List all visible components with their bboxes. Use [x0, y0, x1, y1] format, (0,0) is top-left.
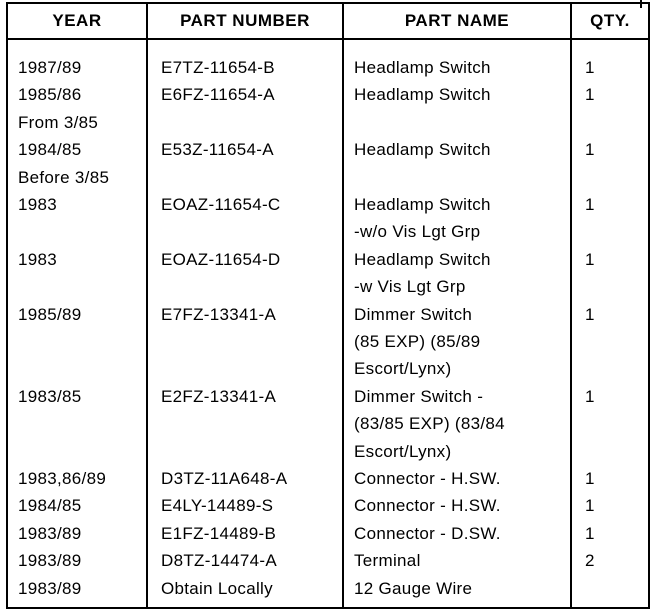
table-row	[0, 520, 672, 547]
cell-year	[18, 191, 144, 218]
cell-year	[18, 246, 144, 273]
cell-part-name	[354, 136, 568, 163]
cell-part-number	[161, 575, 339, 602]
cell-qty-line: 1	[585, 468, 595, 488]
cell-part-number-line: D8TZ-14474-A	[161, 551, 278, 571]
cell-part-name	[354, 246, 568, 301]
cell-qty-line: 1	[585, 249, 595, 269]
cell-year-line: 1984/85	[18, 496, 82, 516]
table-row	[0, 301, 672, 383]
cell-qty	[585, 492, 635, 519]
cell-part-name-line: Escort/Lynx)	[354, 441, 452, 461]
cell-qty-line	[585, 575, 635, 602]
header-qty: QTY.	[590, 11, 630, 30]
cell-part-name	[354, 191, 568, 246]
header-year: YEAR	[52, 11, 102, 30]
cell-part-number-line: EOAZ-11654-D	[161, 249, 281, 269]
cell-part-name	[354, 575, 568, 602]
cell-qty-line: 1	[585, 386, 595, 406]
cell-part-number-line: E2FZ-13341-A	[161, 386, 277, 406]
cell-part-number-line: EOAZ-11654-C	[161, 194, 281, 214]
cell-part-number	[161, 520, 339, 547]
cell-qty-line: 1	[585, 496, 595, 516]
cell-year-line: 1984/85	[18, 140, 82, 160]
cell-qty-line: 1	[585, 58, 595, 77]
cell-part-name-line: Connector - D.SW.	[354, 523, 501, 543]
cell-part-number-line: E4LY-14489-S	[161, 496, 274, 516]
cell-year-line: 1983	[18, 249, 58, 269]
cell-qty	[585, 383, 635, 410]
table-row	[0, 81, 672, 136]
cell-year	[18, 465, 144, 492]
cell-year-line: From 3/85	[18, 112, 99, 132]
cell-part-name-line: Dimmer Switch	[354, 304, 473, 324]
table-row	[0, 575, 672, 602]
cell-part-name-line: Connector - H.SW.	[354, 468, 501, 488]
cell-qty	[585, 81, 635, 108]
cell-year	[18, 547, 144, 574]
table-corner-tick	[640, 0, 642, 8]
cell-part-name	[354, 81, 568, 108]
cell-year-line: 1983/85	[18, 386, 82, 406]
cell-part-number	[161, 492, 339, 519]
cell-part-name-line: (85 EXP) (85/89	[354, 331, 481, 351]
cell-part-name-line: Headlamp Switch	[354, 194, 491, 214]
cell-part-name-line: Terminal	[354, 551, 421, 571]
cell-year	[18, 54, 144, 81]
cell-year	[18, 575, 144, 602]
cell-part-number	[161, 54, 339, 81]
cell-part-name	[354, 301, 568, 383]
cell-part-number	[161, 383, 339, 410]
cell-part-name-line: (83/85 EXP) (83/84	[354, 414, 505, 434]
cell-part-number	[161, 136, 339, 163]
cell-part-number-line: D3TZ-11A648-A	[161, 468, 288, 488]
cell-qty	[585, 575, 635, 602]
cell-year-line: 1983/89	[18, 578, 82, 598]
cell-part-name	[354, 547, 568, 574]
cell-year	[18, 520, 144, 547]
cell-year-line: 1983	[18, 194, 58, 214]
cell-part-number-line: E1FZ-14489-B	[161, 523, 277, 543]
cell-year-line: 1987/89	[18, 58, 82, 77]
cell-part-number-line: E7FZ-13341-A	[161, 304, 277, 324]
table-row	[0, 465, 672, 492]
header-rule	[6, 38, 650, 40]
cell-part-name-line: Dimmer Switch -	[354, 386, 484, 406]
cell-part-name-line: Headlamp Switch	[354, 58, 491, 77]
table-row	[0, 54, 672, 81]
cell-part-name-line: Headlamp Switch	[354, 140, 491, 160]
table-row	[0, 191, 672, 246]
table-row	[0, 492, 672, 519]
cell-year-line: Before 3/85	[18, 167, 110, 187]
cell-part-number-line: E7TZ-11654-B	[161, 58, 275, 77]
cell-part-number	[161, 465, 339, 492]
cell-qty	[585, 547, 635, 574]
cell-qty	[585, 191, 635, 218]
table-row	[0, 383, 672, 465]
cell-part-name	[354, 383, 568, 465]
cell-qty-line: 1	[585, 523, 595, 543]
cell-part-number-line: E53Z-11654-A	[161, 140, 274, 160]
cell-qty-line: 2	[585, 551, 595, 571]
cell-qty-line: 1	[585, 140, 595, 160]
cell-qty	[585, 136, 635, 163]
cell-part-name-line: -w/o Vis Lgt Grp	[354, 222, 481, 242]
cell-year-line: 1985/86	[18, 85, 82, 105]
cell-year-line: 1983/89	[18, 551, 82, 571]
cell-year-line: 1983,86/89	[18, 468, 107, 488]
cell-part-name	[354, 520, 568, 547]
cell-part-name-line: -w Vis Lgt Grp	[354, 277, 466, 297]
cell-year	[18, 136, 144, 191]
cell-part-number	[161, 246, 339, 273]
cell-part-name-line: Escort/Lynx)	[354, 359, 452, 379]
header-part-name: PART NAME	[404, 11, 510, 30]
table-row	[0, 136, 672, 191]
cell-part-number	[161, 547, 339, 574]
cell-qty-line: 1	[585, 85, 595, 105]
cell-year-line: 1985/89	[18, 304, 82, 324]
table-row	[0, 246, 672, 301]
table-body	[0, 54, 672, 602]
cell-part-number	[161, 301, 339, 328]
cell-part-name	[354, 54, 568, 81]
cell-part-name-line: Connector - H.SW.	[354, 496, 501, 516]
cell-qty-line: 1	[585, 194, 595, 214]
cell-year	[18, 492, 144, 519]
cell-qty	[585, 246, 635, 273]
cell-part-number-line: E6FZ-11654-A	[161, 85, 275, 105]
cell-year-line: 1983/89	[18, 523, 82, 543]
cell-part-number	[161, 191, 339, 218]
header-part-number: PART NUMBER	[180, 11, 310, 30]
cell-part-name-line: 12 Gauge Wire	[354, 578, 473, 598]
cell-part-name	[354, 465, 568, 492]
cell-qty	[585, 54, 635, 81]
cell-part-name	[354, 492, 568, 519]
cell-qty	[585, 520, 635, 547]
cell-qty-line: 1	[585, 304, 595, 324]
cell-year	[18, 383, 144, 410]
cell-qty	[585, 465, 635, 492]
cell-part-number-line: Obtain Locally	[161, 578, 273, 598]
cell-year	[18, 81, 144, 136]
cell-year	[18, 301, 144, 328]
cell-part-name-line: Headlamp Switch	[354, 249, 491, 269]
cell-part-number	[161, 81, 339, 108]
cell-part-name-line: Headlamp Switch	[354, 85, 491, 105]
cell-qty	[585, 301, 635, 328]
table-row	[0, 547, 672, 574]
